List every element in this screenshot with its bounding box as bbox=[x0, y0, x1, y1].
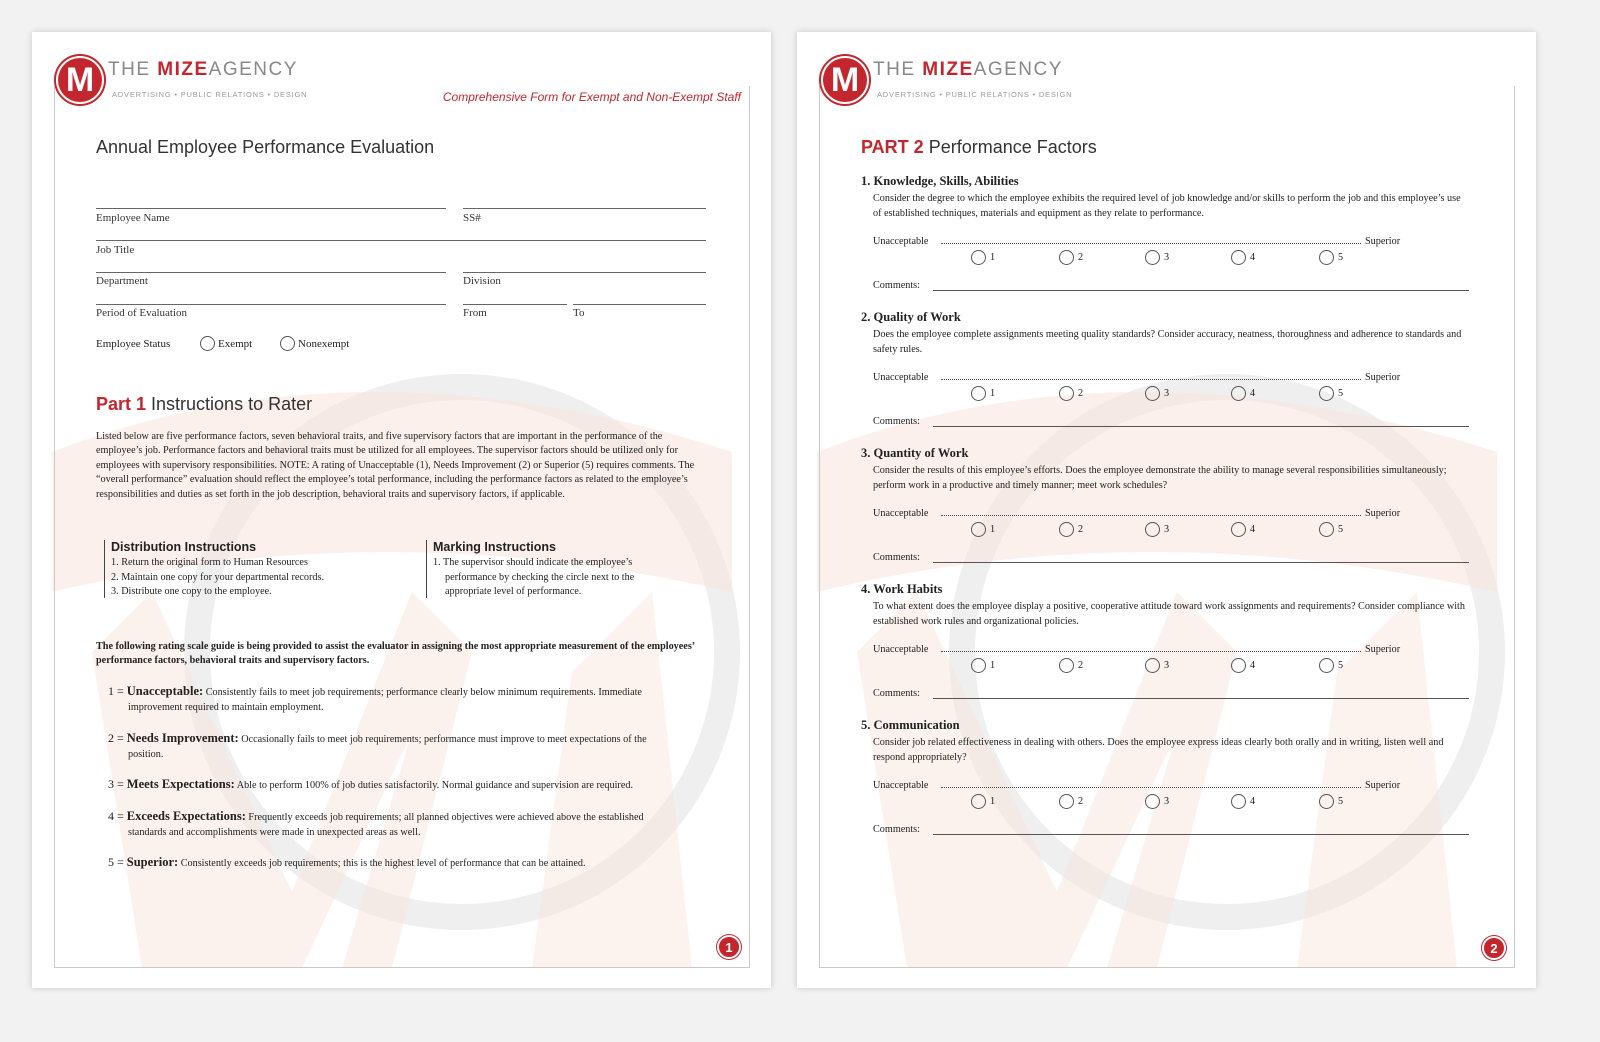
scale-item-1 bbox=[108, 684, 708, 715]
logo-letter: M bbox=[58, 58, 102, 102]
rating-leader bbox=[941, 243, 1361, 244]
job-title-field[interactable] bbox=[96, 240, 706, 241]
rating-radio[interactable] bbox=[1231, 794, 1246, 809]
rating-high-label: Superior bbox=[1365, 236, 1401, 247]
factor-description: Consider job related effectiveness in dealing with others. Does the employee express ideas clearly both orally and in writing, listen well and respond appropriately? bbox=[873, 737, 1444, 763]
rating-option-1[interactable] bbox=[971, 794, 995, 809]
part1-title: Instructions to Rater bbox=[146, 394, 313, 414]
scale-desc-cont: position. bbox=[128, 748, 164, 760]
rating-radio[interactable] bbox=[1319, 386, 1334, 401]
rating-option-label: 2 bbox=[1078, 388, 1084, 399]
comments-field[interactable] bbox=[933, 834, 1469, 835]
period-label: Period of Evaluation bbox=[96, 307, 188, 319]
rating-option-label: 5 bbox=[1338, 388, 1344, 399]
scale-desc: Consistently fails to meet job requirements; performance clearly below minimum requirements. Immediate bbox=[203, 687, 642, 698]
distribution-instructions bbox=[104, 540, 404, 598]
department-label: Department bbox=[96, 275, 148, 287]
status-option-nonexempt[interactable] bbox=[280, 336, 349, 351]
factor-1 bbox=[861, 174, 1481, 300]
nonexempt-radio[interactable] bbox=[280, 336, 295, 351]
rating-radio[interactable] bbox=[1059, 658, 1074, 673]
form-page-1 bbox=[32, 32, 771, 988]
rating-option-label: 2 bbox=[1078, 252, 1084, 263]
rating-low-label: Unacceptable bbox=[873, 236, 929, 247]
rating-radio[interactable] bbox=[1231, 386, 1246, 401]
scale-term: Meets Expectations: bbox=[126, 777, 235, 791]
rating-radio[interactable] bbox=[1145, 522, 1160, 537]
rating-option-4[interactable] bbox=[1231, 794, 1255, 809]
factor-description: Does the employee complete assignments meeting quality standards? Consider accuracy, neatness, thoroughness and adherence to standards and safety rules. bbox=[873, 329, 1462, 355]
rating-option-label: 5 bbox=[1338, 660, 1344, 671]
part2-title: Performance Factors bbox=[923, 137, 1097, 157]
factor-title: 1. Knowledge, Skills, Abilities bbox=[861, 174, 1019, 188]
from-label: From bbox=[463, 307, 487, 319]
rating-option-4[interactable] bbox=[1231, 386, 1255, 401]
brand-name bbox=[108, 59, 298, 81]
rating-option-label: 4 bbox=[1250, 524, 1256, 535]
comments-field[interactable] bbox=[933, 562, 1469, 563]
scale-num: 5 = bbox=[108, 855, 127, 869]
comments-label: Comments: bbox=[873, 552, 920, 563]
factor-5 bbox=[861, 718, 1481, 844]
rating-radio[interactable] bbox=[971, 522, 986, 537]
rating-option-5[interactable] bbox=[1319, 386, 1343, 401]
rating-option-5[interactable] bbox=[1319, 658, 1343, 673]
distribution-item: 3. Distribute one copy to the employee. bbox=[111, 586, 272, 598]
brand-tagline: ADVERTISING • PUBLIC RELATIONS • DESIGN bbox=[877, 90, 1073, 99]
rating-option-label: 1 bbox=[990, 660, 996, 671]
factor-description: Consider the results of this employee’s efforts. Does the employee demonstrate the ability to manage several responsibilities simultaneously; perform work in a productive and timely manner; meet work schedules? bbox=[873, 465, 1447, 491]
job-title-label: Job Title bbox=[96, 244, 135, 256]
scale-item-2 bbox=[108, 731, 708, 762]
factor-title: 4. Work Habits bbox=[861, 582, 943, 596]
employee-name-label: Employee Name bbox=[96, 212, 170, 224]
rating-radio[interactable] bbox=[971, 386, 986, 401]
rating-option-1[interactable] bbox=[971, 658, 995, 673]
scale-desc: Frequently exceeds job requirements; all planned objectives were achieved above the established bbox=[245, 812, 644, 823]
rating-option-label: 4 bbox=[1250, 252, 1256, 263]
exempt-radio[interactable] bbox=[200, 336, 215, 351]
rating-radio[interactable] bbox=[1319, 794, 1334, 809]
factor-title: 3. Quantity of Work bbox=[861, 446, 969, 460]
rating-leader bbox=[941, 651, 1361, 652]
rating-option-3[interactable] bbox=[1145, 386, 1169, 401]
brand-name-suffix: AGENCY bbox=[208, 59, 298, 80]
factor-3 bbox=[861, 446, 1481, 572]
rating-low-label: Unacceptable bbox=[873, 644, 929, 655]
distribution-item: 2. Maintain one copy for your departmental records. bbox=[111, 571, 325, 583]
rating-radio[interactable] bbox=[1059, 386, 1074, 401]
scale-desc-cont: standards and accomplishments were made in unexpected areas as well. bbox=[128, 826, 421, 838]
scale-num: 4 = bbox=[108, 809, 127, 823]
comments-label: Comments: bbox=[873, 280, 920, 291]
page-title: Annual Employee Performance Evaluation bbox=[96, 137, 435, 157]
factor-description: Consider the degree to which the employee exhibits the required level of job knowledge and/or skills to perform the job and this employee’s use of established techniques, materials and equipment as they relate to performance. bbox=[873, 193, 1461, 219]
rating-option-label: 5 bbox=[1338, 252, 1344, 263]
scale-desc: Able to perform 100% of job duties satisfactorily. Normal guidance and supervision are required. bbox=[234, 780, 633, 791]
comments-row bbox=[873, 688, 1473, 699]
rating-radio[interactable] bbox=[1145, 794, 1160, 809]
rating-option-2[interactable] bbox=[1059, 386, 1083, 401]
rating-leader bbox=[941, 515, 1361, 516]
division-field[interactable] bbox=[463, 272, 706, 273]
rating-option-2[interactable] bbox=[1059, 522, 1083, 537]
rating-option-4[interactable] bbox=[1231, 522, 1255, 537]
marking-item: 1. The supervisor should indicate the employee’s bbox=[433, 557, 633, 568]
form-subtitle: Comprehensive Form for Exempt and Non-Exempt Staff bbox=[442, 90, 741, 104]
to-field[interactable] bbox=[573, 304, 706, 305]
department-field[interactable] bbox=[96, 272, 446, 273]
marking-instructions bbox=[426, 540, 706, 598]
rating-radio[interactable] bbox=[1319, 658, 1334, 673]
rating-radio[interactable] bbox=[971, 658, 986, 673]
part2-number: PART 2 bbox=[861, 137, 924, 157]
factor-title: 5. Communication bbox=[861, 718, 960, 732]
comments-row bbox=[873, 824, 1473, 835]
factor-2 bbox=[861, 310, 1481, 436]
brand-name-prefix: THE bbox=[108, 59, 158, 80]
scale-desc: Occasionally fails to meet job requirements; performance must improve to meet expectations of the bbox=[238, 734, 647, 745]
scale-item-5 bbox=[108, 855, 708, 872]
exempt-label: Exempt bbox=[218, 337, 253, 350]
rating-high-label: Superior bbox=[1365, 644, 1401, 655]
rating-option-3[interactable] bbox=[1145, 522, 1169, 537]
rating-high-label: Superior bbox=[1365, 780, 1401, 791]
brand-logo bbox=[54, 54, 106, 106]
rating-radio[interactable] bbox=[1059, 794, 1074, 809]
part1-heading bbox=[96, 394, 312, 415]
rating-radio[interactable] bbox=[971, 250, 986, 265]
scale-desc-cont: improvement required to maintain employment. bbox=[128, 701, 324, 713]
rating-radio[interactable] bbox=[1231, 250, 1246, 265]
rating-low-label: Unacceptable bbox=[873, 372, 929, 383]
brand-tagline: ADVERTISING • PUBLIC RELATIONS • DESIGN bbox=[112, 90, 308, 99]
brand-name-strong: MIZE bbox=[157, 59, 209, 80]
part2-heading bbox=[861, 137, 1097, 158]
scale-term: Superior: bbox=[126, 855, 179, 869]
rating-radio[interactable] bbox=[1145, 386, 1160, 401]
scale-term: Needs Improvement: bbox=[126, 731, 239, 745]
division-label: Division bbox=[463, 275, 501, 287]
rating-option-label: 3 bbox=[1164, 524, 1170, 535]
rating-option-1[interactable] bbox=[971, 522, 995, 537]
rating-option-label: 1 bbox=[990, 796, 996, 807]
rating-high-label: Superior bbox=[1365, 508, 1401, 519]
comments-label: Comments: bbox=[873, 416, 920, 427]
factor-4 bbox=[861, 582, 1481, 708]
rating-guide-intro: The following rating scale guide is being provided to assist the evaluator in assigning the most appropriate measurement of the employees’ performance factors, behavioral traits and supervisory factors. bbox=[96, 641, 695, 667]
rating-option-label: 2 bbox=[1078, 660, 1084, 671]
rating-option-label: 2 bbox=[1078, 796, 1084, 807]
brand-name-suffix: AGENCY bbox=[973, 59, 1063, 80]
rater-instructions: Listed below are five performance factors, seven behavioral traits, and five supervisory factors that are important in the performance of the employee’s job. Performance factors and behavioral traits must be utilized for all employees. The supervisor factors should be utilized only for employees with supervisory responsibilities. NOTE: A rating of Unacceptable (1), Needs Improvement (2) or Superior (5) requires comments. The “overall performance” evaluation should reflect the employee’s total performance, including the performance factors as related to the employee’s responsibilities and duties as set forth in the job description, behavioral traits and supervisory factors, if applicable. bbox=[96, 431, 695, 500]
rating-radio[interactable] bbox=[1319, 250, 1334, 265]
rating-option-5[interactable] bbox=[1319, 250, 1343, 265]
form-page-2 bbox=[797, 32, 1536, 988]
rating-option-label: 5 bbox=[1338, 524, 1344, 535]
brand-name-strong: MIZE bbox=[922, 59, 974, 80]
rating-option-4[interactable] bbox=[1231, 658, 1255, 673]
rating-option-label: 4 bbox=[1250, 660, 1256, 671]
to-label: To bbox=[573, 307, 585, 319]
rating-option-3[interactable] bbox=[1145, 794, 1169, 809]
rating-option-label: 3 bbox=[1164, 660, 1170, 671]
distribution-heading: Distribution Instructions bbox=[111, 540, 257, 554]
rating-radio[interactable] bbox=[1231, 658, 1246, 673]
comments-row bbox=[873, 280, 1473, 291]
rating-option-label: 1 bbox=[990, 524, 996, 535]
rating-option-label: 4 bbox=[1250, 388, 1256, 399]
status-option-exempt[interactable] bbox=[200, 336, 280, 351]
rating-leader bbox=[941, 379, 1361, 380]
rating-option-2[interactable] bbox=[1059, 250, 1083, 265]
period-field[interactable] bbox=[96, 304, 446, 305]
scale-term: Exceeds Expectations: bbox=[126, 809, 246, 823]
rating-option-1[interactable] bbox=[971, 250, 995, 265]
logo-letter: M bbox=[823, 58, 867, 102]
scale-item-4 bbox=[108, 809, 708, 840]
rating-radio[interactable] bbox=[1059, 250, 1074, 265]
rating-option-5[interactable] bbox=[1319, 794, 1343, 809]
factor-description: To what extent does the employee display a positive, cooperative attitude toward work assignments and requirements? Consider compliance with established work rules and organizational policies. bbox=[873, 601, 1465, 627]
rating-option-4[interactable] bbox=[1231, 250, 1255, 265]
distribution-item: 1. Return the original form to Human Resources bbox=[111, 557, 308, 568]
marking-heading: Marking Instructions bbox=[433, 540, 556, 554]
rating-radio[interactable] bbox=[1145, 250, 1160, 265]
comments-field[interactable] bbox=[933, 698, 1469, 699]
employee-status-label: Employee Status bbox=[96, 337, 171, 350]
brand-logo bbox=[819, 54, 871, 106]
rating-option-3[interactable] bbox=[1145, 658, 1169, 673]
employee-status-row bbox=[96, 336, 349, 351]
rating-radio[interactable] bbox=[1059, 522, 1074, 537]
scale-num: 3 = bbox=[108, 777, 127, 791]
rating-radio[interactable] bbox=[1145, 658, 1160, 673]
rating-low-label: Unacceptable bbox=[873, 508, 929, 519]
rating-high-label: Superior bbox=[1365, 372, 1401, 383]
comments-row bbox=[873, 416, 1473, 427]
rating-option-1[interactable] bbox=[971, 386, 995, 401]
scale-desc: Consistently exceeds job requirements; this is the highest level of performance that can be attained. bbox=[178, 858, 586, 869]
rating-option-label: 3 bbox=[1164, 388, 1170, 399]
marking-item-cont: appropriate level of performance. bbox=[445, 586, 582, 598]
brand-name bbox=[873, 59, 1063, 81]
ssn-label: SS# bbox=[463, 212, 481, 224]
rating-option-label: 1 bbox=[990, 252, 996, 263]
page-number-badge: 1 bbox=[717, 935, 741, 959]
rating-option-label: 5 bbox=[1338, 796, 1344, 807]
nonexempt-label: Nonexempt bbox=[298, 337, 350, 350]
comments-field[interactable] bbox=[933, 290, 1469, 291]
rating-radio[interactable] bbox=[1231, 522, 1246, 537]
comments-row bbox=[873, 552, 1473, 563]
rating-radio[interactable] bbox=[971, 794, 986, 809]
comments-label: Comments: bbox=[873, 688, 920, 699]
brand-name-prefix: THE bbox=[873, 59, 923, 80]
rating-option-2[interactable] bbox=[1059, 794, 1083, 809]
page-number-badge: 2 bbox=[1482, 936, 1506, 960]
rating-option-2[interactable] bbox=[1059, 658, 1083, 673]
marking-item-cont: performance by checking the circle next to the bbox=[445, 571, 635, 583]
rating-option-label: 4 bbox=[1250, 796, 1256, 807]
scale-item-3 bbox=[108, 777, 708, 794]
rating-option-label: 1 bbox=[990, 388, 996, 399]
rating-option-3[interactable] bbox=[1145, 250, 1169, 265]
from-field[interactable] bbox=[463, 304, 567, 305]
scale-term: Unacceptable: bbox=[126, 684, 204, 698]
comments-field[interactable] bbox=[933, 426, 1469, 427]
rating-option-5[interactable] bbox=[1319, 522, 1343, 537]
rating-option-label: 2 bbox=[1078, 524, 1084, 535]
scale-num: 1 = bbox=[108, 684, 127, 698]
employee-name-field[interactable] bbox=[96, 208, 446, 209]
rating-option-label: 3 bbox=[1164, 796, 1170, 807]
scale-num: 2 = bbox=[108, 731, 127, 745]
rating-radio[interactable] bbox=[1319, 522, 1334, 537]
rating-leader bbox=[941, 787, 1361, 788]
factor-title: 2. Quality of Work bbox=[861, 310, 961, 324]
ssn-field[interactable] bbox=[463, 208, 706, 209]
rating-low-label: Unacceptable bbox=[873, 780, 929, 791]
rating-option-label: 3 bbox=[1164, 252, 1170, 263]
part1-number: Part 1 bbox=[96, 394, 147, 414]
comments-label: Comments: bbox=[873, 824, 920, 835]
